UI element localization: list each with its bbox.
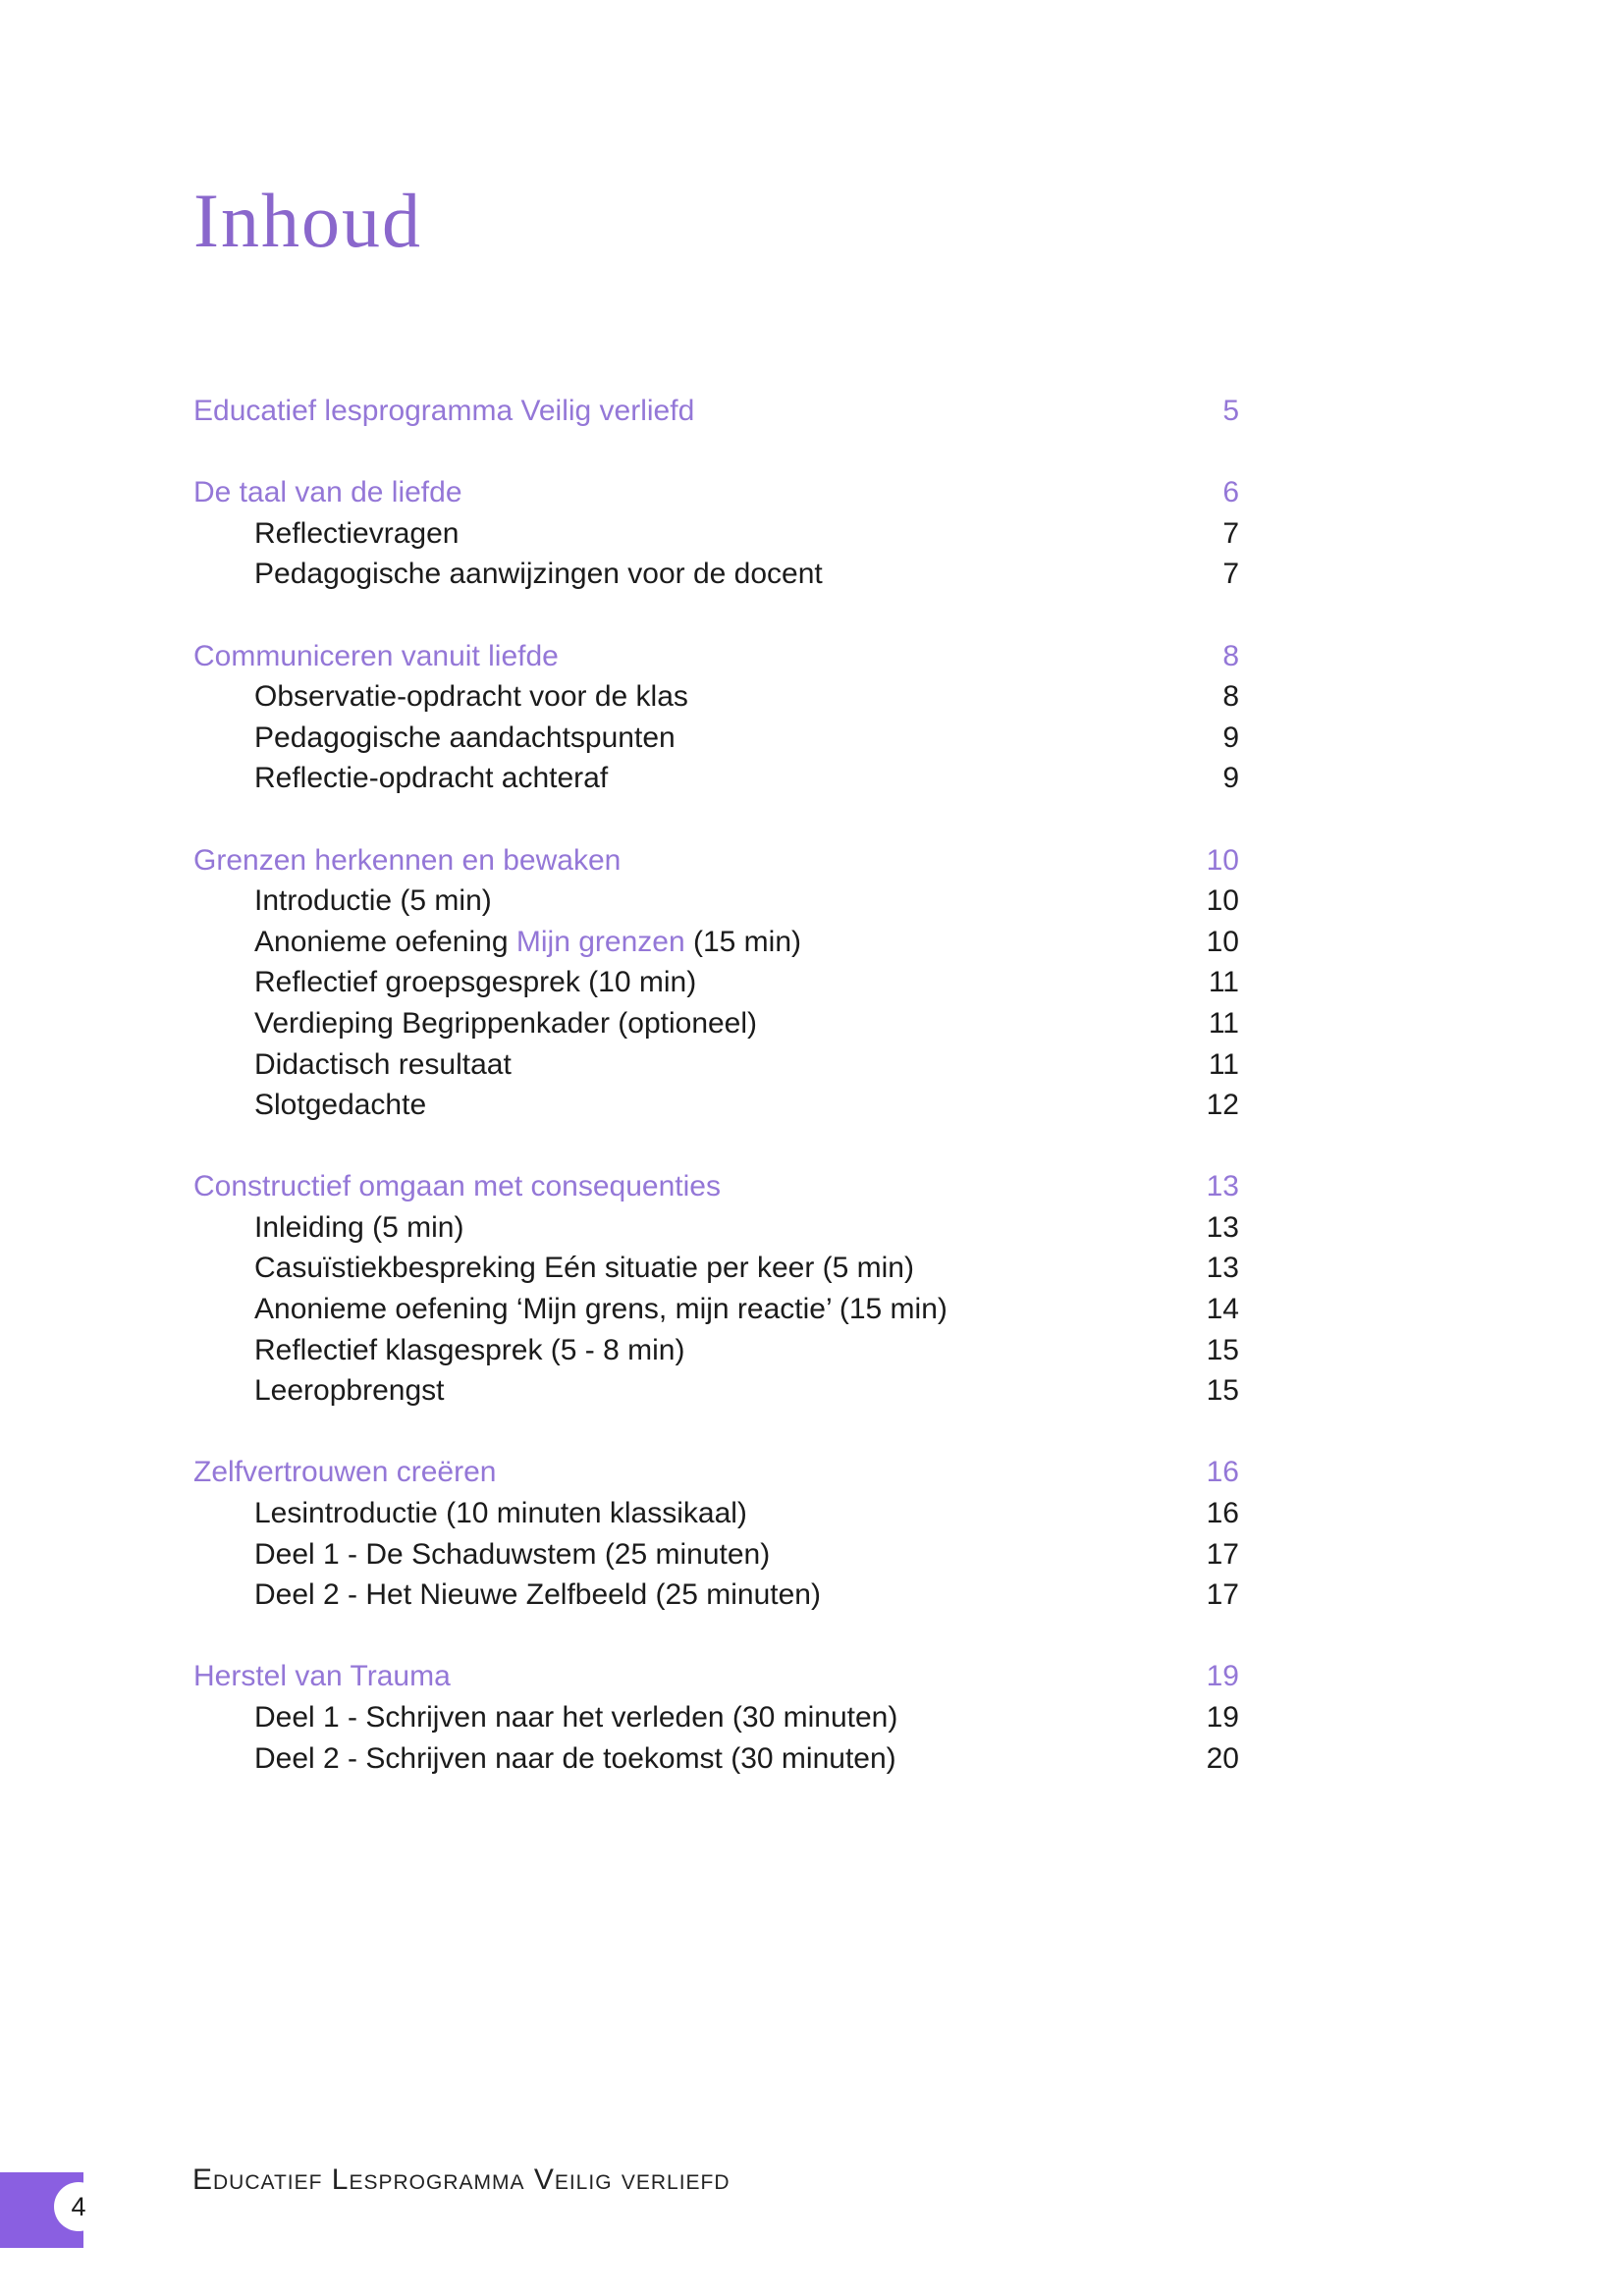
toc-page-number: 5 (1222, 395, 1239, 427)
toc-page-number: 8 (1222, 639, 1239, 672)
toc-item-label-pre: Anonieme oefening (254, 925, 516, 958)
toc-section-title-row[interactable] (193, 1656, 1239, 1697)
toc-page-number: 7 (1222, 516, 1239, 550)
toc-item-row[interactable] (193, 1575, 1239, 1616)
toc-section-title-row[interactable] (193, 636, 1239, 677)
toc-page-number: 9 (1222, 762, 1239, 795)
toc-item-label: Deel 1 - De Schaduwstem (25 minuten) (254, 1537, 771, 1571)
toc-item-label: Deel 1 - Schrijven naar het verleden (30 minuten) (254, 1701, 898, 1734)
toc-page-number: 10 (1206, 884, 1239, 918)
toc-page-number: 17 (1206, 1578, 1239, 1612)
toc-page-number: 13 (1206, 1252, 1239, 1285)
toc-item-row[interactable] (193, 1370, 1239, 1412)
toc-item-row[interactable] (193, 718, 1239, 759)
toc-item-label: Leeropbrengst (254, 1374, 445, 1408)
toc-item-label: Anonieme oefening ‘Mijn grens, mijn reactie’ (15 min) (254, 1293, 947, 1326)
toc-page-number: 20 (1206, 1741, 1239, 1775)
toc-page-number: 7 (1222, 558, 1239, 591)
toc-item-label: Verdieping Begrippenkader (optioneel) (254, 1006, 758, 1040)
toc-page-number: 11 (1208, 966, 1239, 999)
toc-item-label: Didactisch resultaat (254, 1047, 512, 1081)
toc-item-row[interactable] (193, 1697, 1239, 1738)
toc-item-row[interactable] (193, 1289, 1239, 1330)
table-of-contents (193, 391, 1239, 1779)
toc-section-title: Constructief omgaan met consequenties (193, 1170, 721, 1203)
toc-section-title: Herstel van Trauma (193, 1660, 451, 1693)
toc-item-label: Reflectie-opdracht achteraf (254, 762, 609, 795)
toc-section (193, 1166, 1239, 1412)
toc-item-row[interactable] (193, 1003, 1239, 1044)
toc-page-number: 9 (1222, 721, 1239, 754)
toc-item-label: Pedagogische aandachtspunten (254, 721, 676, 754)
toc-section-title: Grenzen herkennen en bewaken (193, 843, 622, 877)
toc-page-number: 16 (1206, 1456, 1239, 1489)
toc-page-number: 16 (1206, 1497, 1239, 1530)
footer-page-number: 4 (71, 2191, 86, 2221)
toc-item-row[interactable] (193, 1207, 1239, 1249)
toc-section-title-row[interactable] (193, 1452, 1239, 1493)
toc-item-label: Reflectief groepsgesprek (10 min) (254, 966, 697, 999)
toc-item-label: Slotgedachte (254, 1089, 427, 1122)
toc-section (193, 472, 1239, 595)
toc-page-number: 14 (1206, 1293, 1239, 1326)
toc-page-number: 19 (1206, 1701, 1239, 1734)
toc-section (193, 391, 1239, 432)
toc-item-label: Introductie (5 min) (254, 884, 492, 918)
toc-item-label: Pedagogische aanwijzingen voor de docent (254, 558, 823, 591)
toc-page-number: 10 (1206, 925, 1239, 958)
toc-section-title: Communiceren vanuit liefde (193, 639, 559, 672)
toc-item-row[interactable] (193, 554, 1239, 595)
toc-item-row[interactable] (193, 1493, 1239, 1534)
toc-item-label: Reflectief klasgesprek (5 - 8 min) (254, 1333, 685, 1366)
footer-document-title: Educatief Lesprogramma Veilig verliefd (192, 2163, 731, 2196)
toc-section (193, 840, 1239, 1126)
toc-section-title-row[interactable] (193, 840, 1239, 881)
toc-section-title: Educatief lesprogramma Veilig verliefd (193, 395, 695, 427)
toc-section-title-row[interactable] (193, 472, 1239, 513)
toc-item-label: Deel 2 - Schrijven naar de toekomst (30 minuten) (254, 1741, 896, 1775)
toc-item-row[interactable] (193, 1534, 1239, 1575)
toc-item-label: Casuïstiekbespreking Eén situatie per keer (5 min) (254, 1252, 914, 1285)
toc-item-label: Lesintroductie (10 minuten klassikaal) (254, 1497, 747, 1530)
toc-page-number: 19 (1206, 1660, 1239, 1693)
toc-item-row[interactable] (193, 758, 1239, 799)
toc-section (193, 636, 1239, 799)
toc-item-row[interactable] (193, 513, 1239, 555)
toc-section (193, 1452, 1239, 1615)
toc-section-title: De taal van de liefde (193, 476, 462, 509)
toc-page-number: 17 (1206, 1537, 1239, 1571)
toc-section-title-row[interactable] (193, 391, 1239, 432)
toc-item-label: Reflectievragen (254, 516, 460, 550)
toc-item-row[interactable] (193, 1330, 1239, 1371)
toc-page-number: 12 (1206, 1089, 1239, 1122)
page-number-badge (0, 2172, 86, 2248)
page-number-circle (54, 2182, 103, 2231)
toc-item-row[interactable] (193, 1044, 1239, 1086)
toc-item-row[interactable] (193, 1085, 1239, 1126)
toc-section-title: Zelfvertrouwen creëren (193, 1456, 497, 1489)
toc-page-number: 8 (1222, 680, 1239, 714)
toc-item-row[interactable] (193, 962, 1239, 1003)
toc-item-row[interactable] (193, 881, 1239, 922)
toc-item-row[interactable] (193, 1738, 1239, 1780)
toc-section (193, 1656, 1239, 1779)
toc-item-label: Observatie-opdracht voor de klas (254, 680, 688, 714)
toc-section-title-row[interactable] (193, 1166, 1239, 1207)
toc-page-number: 6 (1222, 476, 1239, 509)
toc-item-label: Deel 2 - Het Nieuwe Zelfbeeld (25 minuten) (254, 1578, 821, 1612)
toc-page-number: 11 (1208, 1006, 1239, 1040)
toc-item-label-post: (15 min) (684, 925, 801, 958)
toc-page-number: 13 (1206, 1210, 1239, 1244)
toc-page-number: 10 (1206, 843, 1239, 877)
toc-page-number: 15 (1206, 1333, 1239, 1366)
toc-item-row[interactable] (193, 1248, 1239, 1289)
page-title: Inhoud (193, 178, 422, 263)
toc-page-number: 11 (1208, 1047, 1239, 1081)
toc-item-label: Inleiding (5 min) (254, 1210, 464, 1244)
toc-item-label (193, 922, 1207, 963)
toc-page-number: 13 (1206, 1170, 1239, 1203)
toc-item-row[interactable] (193, 922, 1239, 963)
toc-page-number: 15 (1206, 1374, 1239, 1408)
toc-item-row[interactable] (193, 676, 1239, 718)
toc-item-label-highlight: Mijn grenzen (515, 925, 685, 958)
